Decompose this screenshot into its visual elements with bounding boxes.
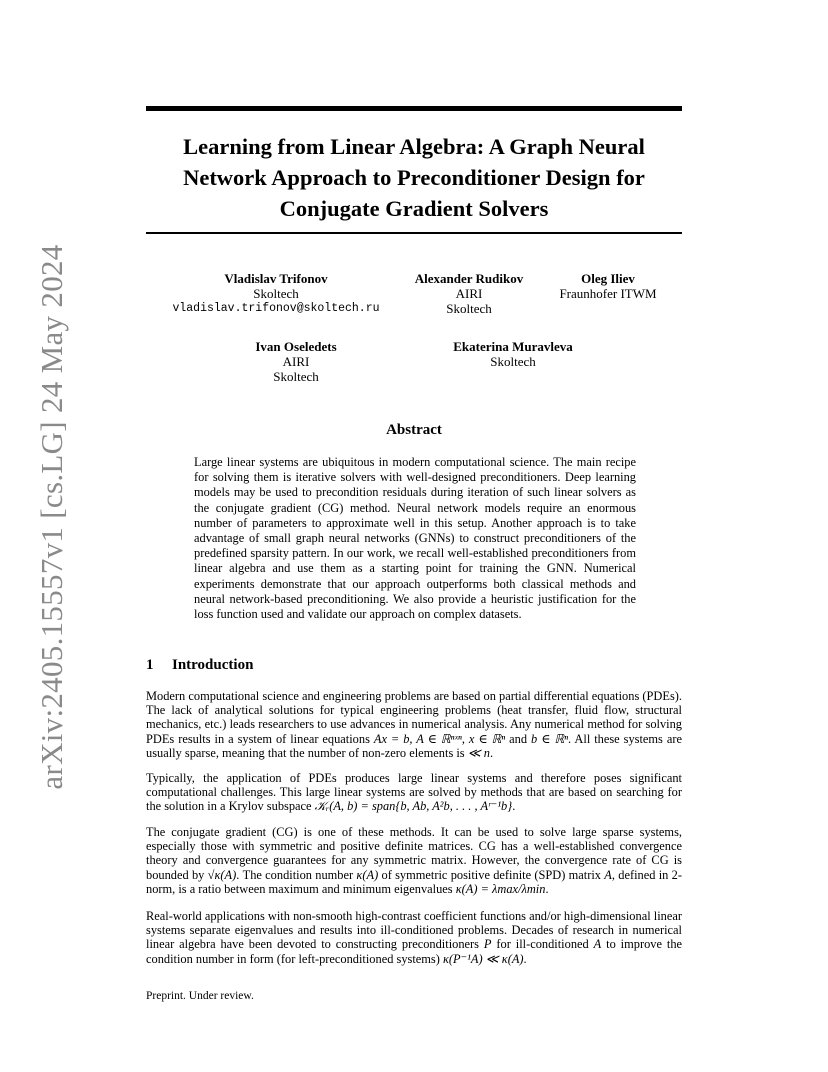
author-block	[415, 271, 523, 316]
author-affiliation: AIRI	[282, 354, 310, 369]
author-affiliation: Skoltech	[273, 369, 319, 384]
author-block	[453, 339, 573, 369]
section-number: 1	[146, 657, 154, 673]
paragraph-text: . The condition number	[236, 867, 354, 882]
author-affiliation: Skoltech	[490, 354, 536, 369]
title-top-rule	[146, 106, 682, 111]
abstract-heading: Abstract	[386, 422, 442, 438]
paragraph-text: Typically, the application of PDEs produces large linear systems and therefore poses significant computational challenges. This large linear systems are solved by methods that are based on searching for the solution in a Krylov subspace	[146, 771, 682, 814]
math-expression: A	[593, 937, 602, 952]
intro-paragraph	[146, 909, 682, 966]
author-name: Ekaterina Muravleva	[453, 339, 573, 354]
paragraph-text: . All these systems are usually sparse, meaning that the number of non-zero elements is	[146, 731, 682, 760]
author-affiliation: AIRI	[455, 286, 483, 301]
math-expression: κ(P⁻¹A) ≪ κ(A)	[442, 951, 524, 966]
paper-title: Learning from Linear Algebra: A Graph Neural Network Approach to Preconditioner Design for Conjugate Gradient Solvers	[183, 134, 645, 221]
intro-paragraph	[146, 825, 682, 896]
arxiv-identifier-stamp: arXiv:2405.15557v1 [cs.LG] 24 May 2024	[34, 244, 69, 790]
author-block	[559, 271, 656, 301]
paragraph-text: .	[545, 881, 549, 896]
author-affiliation: Fraunhofer ITWM	[559, 286, 657, 301]
paragraph-text: Real-world applications with non-smooth high-contrast coefficient functions and/or high-dimensional linear systems separate eigenvalues and results into ill-conditioned problems. Decades of research in numerical linear algebra have been devoted to constructing preconditioners	[146, 909, 682, 952]
paragraph-text: for ill-conditioned	[496, 937, 589, 952]
title-bottom-rule	[146, 232, 682, 234]
math-expression: κ(A)	[356, 867, 379, 882]
paragraph-text: Modern computational science and engineering problems are based on partial differential equations (PDEs). The lack of analytical solutions for typical engineering problems (heat transfer, fluid flow, structural mechanics, etc.) leads researchers to use advances in numerical analysis. Any numerical method for solving PDEs results in a system of linear equations	[146, 689, 682, 746]
paragraph-text: to improve the condition number in form (for left-preconditioned systems)	[146, 937, 683, 966]
intro-paragraph	[146, 771, 682, 814]
math-expression: 𝒦ᵣ(A, b) = span{b, Ab, A²b, . . . , Aʳ⁻¹b}	[314, 799, 513, 814]
math-expression: b ∈ ℝⁿ	[531, 731, 569, 746]
paragraph-text: .	[523, 951, 527, 966]
section-title: Introduction	[172, 657, 254, 673]
abstract-text: Large linear systems are ubiquitous in modern computational science. The main recipe for solving them is iterative solvers with well-designed preconditioners. Deep learning models may be used to precondition residuals during iteration of such linear solvers as the conjugate gradient (CG) method. Neural network models require an enormous number of parameters to approximate well in this setup. Another approach is to take advantage of small graph neural networks (GNNs) to construct preconditioners of the predefined sparsity pattern. In our work, we recall well-established preconditioners from linear algebra and use them as a starting point for training the GNN. Numerical experiments demonstrate that our approach outperforms both classical methods and neural network-based preconditioning. We also provide a heuristic justification for the loss function used and validate our approach on complex datasets.	[194, 455, 636, 622]
section-heading	[146, 657, 253, 674]
author-block	[255, 339, 336, 384]
paragraph-text: of symmetric positive definite (SPD) matrix	[381, 867, 601, 882]
footer-note: Preprint. Under review.	[146, 990, 254, 1002]
author-name: Alexander Rudikov	[414, 271, 524, 286]
math-expression: κ(A) = λmax/λmin	[455, 881, 546, 896]
math-expression: Ax = b, A ∈ ℝⁿˣⁿ, x ∈ ℝⁿ	[373, 731, 506, 746]
paragraph-text: , defined in 2-norm, is a ratio between maximum and minimum eigenvalues	[146, 867, 682, 896]
author-affiliation: Skoltech	[253, 286, 299, 301]
author-affiliation: Skoltech	[446, 301, 492, 316]
math-expression: ≪ n	[467, 745, 490, 760]
math-expression: A	[604, 867, 612, 882]
author-block	[172, 271, 379, 316]
author-name: Ivan Oseledets	[255, 339, 337, 354]
math-expression: √κ(A)	[207, 867, 237, 882]
author-name: Vladislav Trifonov	[224, 271, 328, 286]
paragraph-text: .	[490, 745, 494, 760]
author-email[interactable]: vladislav.trifonov@skoltech.ru	[172, 302, 380, 315]
math-expression: P	[483, 937, 492, 952]
paragraph-text: The conjugate gradient (CG) is one of these methods. It can be used to solve large sparse systems, especially those with symmetric and positive definite matrices. CG has a well-established convergence theory and convergence guarantees for any symmetric matrix. However, the convergence rate of CG is bounded by	[146, 825, 682, 882]
paragraph-text: and	[509, 731, 528, 746]
author-name: Oleg Iliev	[581, 271, 635, 286]
paragraph-text: .	[512, 799, 516, 814]
intro-paragraph	[146, 689, 682, 760]
